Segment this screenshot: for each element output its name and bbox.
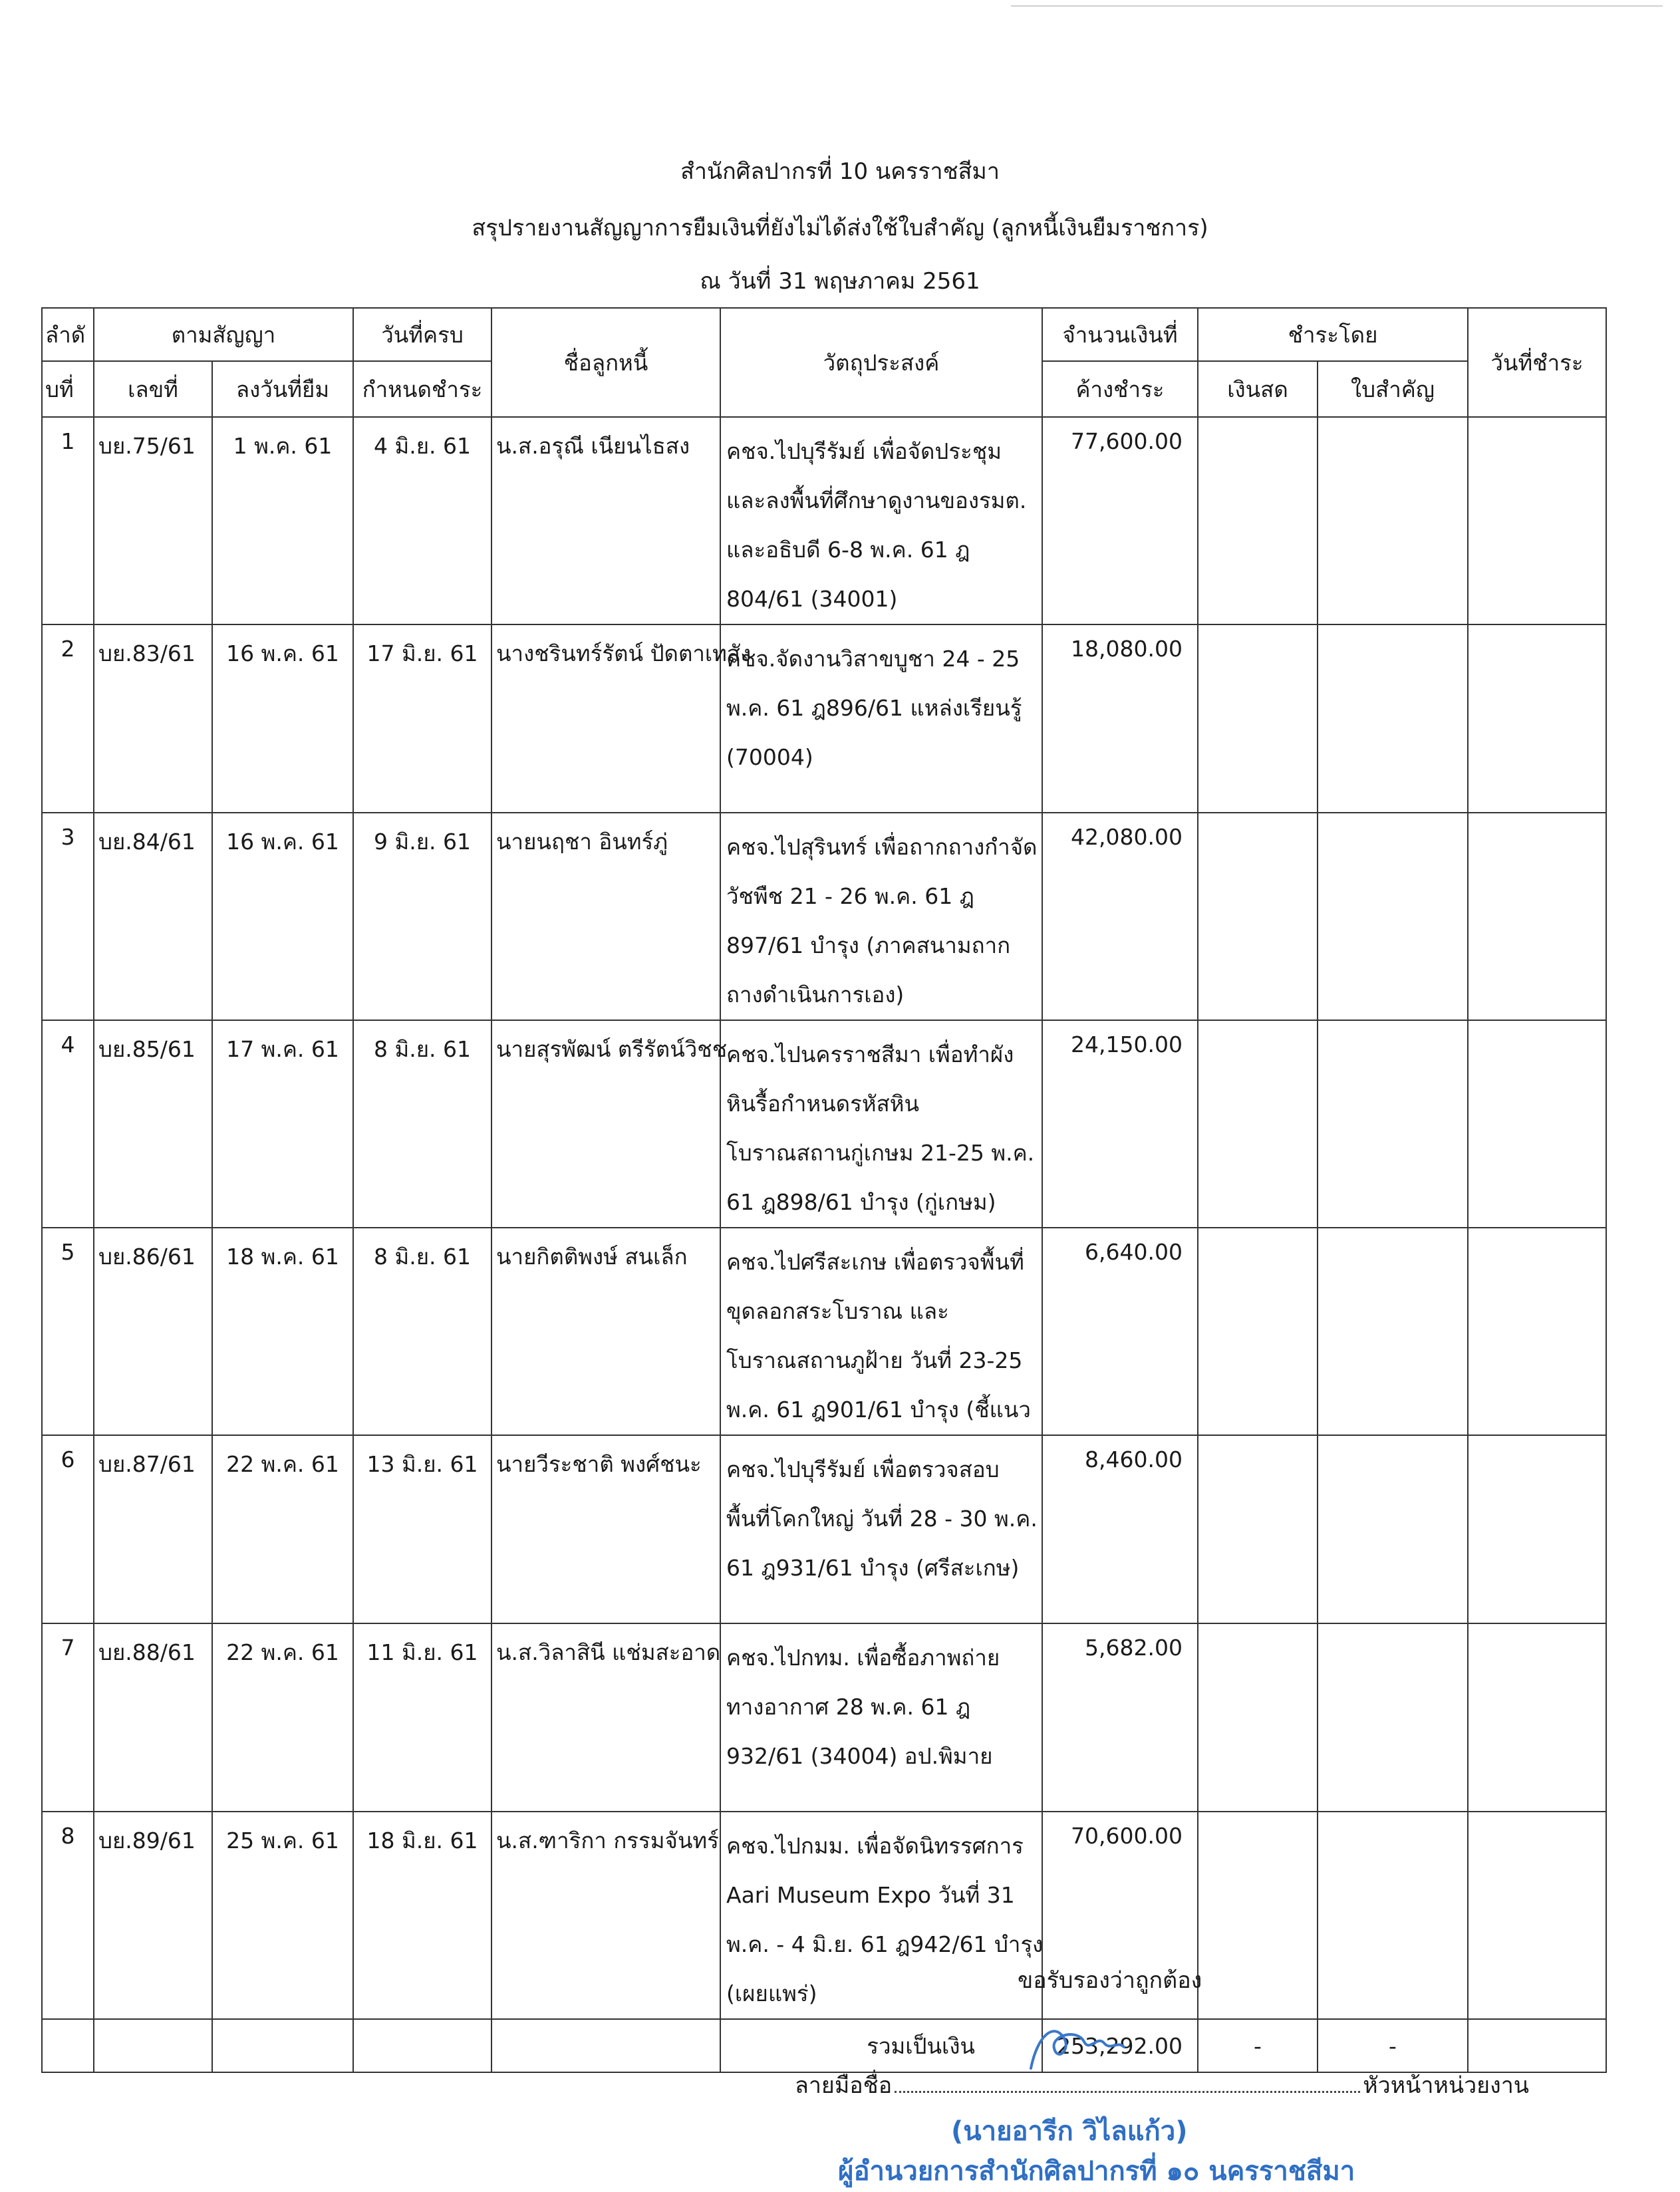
purpose-line: 61 ฎ931/61 บำรุง (ศรีสะเกษ) (726, 1555, 1020, 1581)
row-purpose (720, 1435, 1042, 1623)
purpose-line: คชจ.จัดงานวิสาขบูชา 24 - 25 (726, 646, 1020, 672)
purpose-line: วัชพืช 21 - 26 พ.ค. 61 ฎ (726, 883, 974, 909)
row-debtor: น.ส.ฑาริกา กรรมจันทร์ (491, 1812, 720, 2019)
col-debtor: ชื่อลูกหนี้ (491, 308, 720, 417)
total-receipt: - (1318, 2019, 1468, 2072)
row-cash (1198, 1435, 1318, 1623)
purpose-line: (70004) (726, 744, 813, 770)
row-purpose (720, 1020, 1042, 1228)
row-due-date: 17 มิ.ย. 61 (353, 624, 491, 813)
purpose-line: คชจ.ไปศรีสะเกษ เพื่อตรวจพื้นที่ (726, 1249, 1024, 1275)
col-cash: เงินสด (1198, 361, 1318, 417)
row-no: 3 (42, 813, 94, 1020)
row-purpose (720, 1623, 1042, 1812)
col-no: ลำดั (42, 308, 94, 361)
row-debtor: นายนฤชา อินทร์ภู่ (491, 813, 720, 1020)
col-due-bottom: กำหนดชำระ (353, 361, 491, 417)
row-purpose (720, 813, 1042, 1020)
sign-prefix: ลายมือชื่อ (795, 2072, 893, 2099)
purpose-line: พ.ค. - 4 มิ.ย. 61 ฎ942/61 บำรุง (726, 1931, 1044, 1957)
table-row (42, 417, 1606, 624)
table-row (42, 1812, 1606, 2019)
purpose-line: (เผยแพร่) (726, 1981, 817, 2006)
row-due-date: 8 มิ.ย. 61 (353, 1020, 491, 1228)
report-title: สรุปรายงานสัญญาการยืมเงินที่ยังไม่ได้ส่งใช้ใบสำคัญ (ลูกหนี้เงินยืมราชการ) (472, 215, 1208, 241)
purpose-line: ขุดลอกสระโบราณ และ (726, 1298, 949, 1324)
total-amount: 253,292.00 (1042, 2019, 1198, 2072)
row-no: 4 (42, 1020, 94, 1228)
row-due-date: 11 มิ.ย. 61 (353, 1623, 491, 1812)
total-cash: - (1198, 2019, 1318, 2072)
purpose-line: คชจ.ไปกทม. เพื่อซื้อภาพถ่าย (726, 1645, 1000, 1671)
row-due-date: 13 มิ.ย. 61 (353, 1435, 491, 1623)
row-cash (1198, 1020, 1318, 1228)
col-contract: ตามสัญญา (94, 308, 353, 361)
row-amount: 5,682.00 (1042, 1623, 1198, 1812)
col-amount-top: จำนวนเงินที่ (1042, 308, 1198, 361)
row-paid-date (1468, 1020, 1606, 1228)
purpose-line: หินรื้อกำหนดรหัสหิน (726, 1091, 920, 1117)
row-no: 2 (42, 624, 94, 813)
row-cash (1198, 624, 1318, 813)
col-no-bottom: บที่ (42, 361, 94, 417)
row-no: 5 (42, 1228, 94, 1435)
purpose-line: 897/61 บำรุง (ภาคสนามถาก (726, 932, 1011, 958)
row-contract-no: บย.87/61 (94, 1435, 212, 1623)
row-borrow-date: 25 พ.ค. 61 (212, 1812, 353, 2019)
purpose-line: 61 ฎ898/61 บำรุง (กู่เกษม) (726, 1189, 996, 1215)
col-purpose: วัตถุประสงค์ (720, 308, 1042, 417)
table-row (42, 1435, 1606, 1623)
purpose-line: คชจ.ไปบุรีรัมย์ เพื่อตรวจสอบ (726, 1456, 1000, 1482)
row-borrow-date: 17 พ.ค. 61 (212, 1020, 353, 1228)
row-receipt (1318, 1228, 1468, 1435)
sign-dots (895, 2091, 1360, 2093)
total-label: รวมเป็นเงิน (720, 2019, 1042, 2072)
row-paid-date (1468, 813, 1606, 1020)
row-purpose (720, 1812, 1042, 2019)
row-receipt (1318, 624, 1468, 813)
purpose-line: คชจ.ไปบุรีรัมย์ เพื่อจัดประชุม (726, 438, 1002, 464)
col-amount-bottom: ค้างชำระ (1042, 361, 1198, 417)
purpose-line: โบราณสถานกู่เกษม 21-25 พ.ค. (726, 1140, 1035, 1166)
row-no: 7 (42, 1623, 94, 1812)
row-amount: 6,640.00 (1042, 1228, 1198, 1435)
col-paid-by: ชำระโดย (1198, 308, 1468, 361)
row-purpose (720, 1228, 1042, 1435)
report-date: ณ วันที่ 31 พฤษภาคม 2561 (700, 268, 980, 295)
table-row (42, 1623, 1606, 1812)
row-due-date: 9 มิ.ย. 61 (353, 813, 491, 1020)
row-debtor: นายวีระชาติ พงศ์ชนะ (491, 1435, 720, 1623)
row-no: 8 (42, 1812, 94, 2019)
certify-text: ขอรับรองว่าถูกต้อง (1018, 1967, 1202, 1994)
table-row (42, 813, 1606, 1020)
row-no: 1 (42, 417, 94, 624)
row-borrow-date: 22 พ.ค. 61 (212, 1623, 353, 1812)
signature-line (795, 2067, 1529, 2103)
row-contract-no: บย.84/61 (94, 813, 212, 1020)
row-debtor: นายสุรพัฒน์ ตรีรัตน์วิชช (491, 1020, 720, 1228)
row-debtor: นายกิตติพงษ์ สนเล็ก (491, 1228, 720, 1435)
row-receipt (1318, 1812, 1468, 2019)
table-row (42, 1228, 1606, 1435)
row-receipt (1318, 1435, 1468, 1623)
row-paid-date (1468, 1435, 1606, 1623)
row-paid-date (1468, 1228, 1606, 1435)
purpose-line: ถางดำเนินการเอง) (726, 982, 905, 1008)
row-contract-no: บย.89/61 (94, 1812, 212, 2019)
col-paid-date: วันที่ชำระ (1468, 308, 1606, 417)
row-cash (1198, 1228, 1318, 1435)
row-contract-no: บย.75/61 (94, 417, 212, 624)
col-contract-no: เลขที่ (94, 361, 212, 417)
purpose-line: โบราณสถานภูฝ้าย วันที่ 23-25 (726, 1347, 1023, 1373)
row-purpose (720, 624, 1042, 813)
row-contract-no: บย.88/61 (94, 1623, 212, 1812)
signer-position: ผู้อำนวยการสำนักศิลปากรที่ ๑๐ นครราชสีมา (838, 2156, 1355, 2187)
sign-suffix: หัวหน้าหน่วยงาน (1363, 2072, 1530, 2099)
row-contract-no: บย.85/61 (94, 1020, 212, 1228)
col-borrow-date: ลงวันที่ยืม (212, 361, 353, 417)
purpose-line: 932/61 (34004) อป.พิมาย (726, 1743, 993, 1769)
signer-name: (นายอารีก วิไลแก้ว) (951, 2116, 1188, 2147)
row-contract-no: บย.83/61 (94, 624, 212, 813)
row-paid-date (1468, 1623, 1606, 1812)
row-due-date: 8 มิ.ย. 61 (353, 1228, 491, 1435)
row-paid-date (1468, 624, 1606, 813)
row-cash (1198, 1812, 1318, 2019)
row-amount: 18,080.00 (1042, 624, 1198, 813)
row-purpose (720, 417, 1042, 624)
row-borrow-date: 22 พ.ค. 61 (212, 1435, 353, 1623)
table-row (42, 624, 1606, 813)
row-contract-no: บย.86/61 (94, 1228, 212, 1435)
row-cash (1198, 1623, 1318, 1812)
row-receipt (1318, 417, 1468, 624)
total-row (42, 2019, 1606, 2072)
purpose-line: และอธิบดี 6-8 พ.ค. 61 ฎ (726, 537, 970, 563)
row-receipt (1318, 1623, 1468, 1812)
col-due-top: วันที่ครบ (353, 308, 491, 361)
purpose-line: Aari Museum Expo วันที่ 31 (726, 1882, 1015, 1908)
row-debtor: นางชรินทร์รัตน์ ปัดตาเทสัง (491, 624, 720, 813)
purpose-line: คชจ.ไปนครราชสีมา เพื่อทำผัง (726, 1041, 1014, 1067)
purpose-line: พ.ค. 61 ฎ896/61 แหล่งเรียนรู้ (726, 695, 1022, 721)
row-amount: 24,150.00 (1042, 1020, 1198, 1228)
row-due-date: 18 มิ.ย. 61 (353, 1812, 491, 2019)
debtor-table (41, 307, 1607, 2073)
row-due-date: 4 มิ.ย. 61 (353, 417, 491, 624)
row-debtor: น.ส.วิลาสินี แช่มสะอาด (491, 1623, 720, 1812)
purpose-line: 804/61 (34001) (726, 586, 898, 612)
purpose-line: พ.ค. 61 ฎ901/61 บำรุง (ชี้แนว (726, 1397, 1031, 1423)
row-borrow-date: 18 พ.ค. 61 (212, 1228, 353, 1435)
row-receipt (1318, 1020, 1468, 1228)
row-amount: 77,600.00 (1042, 417, 1198, 624)
top-edge-line (1011, 5, 1663, 7)
row-cash (1198, 417, 1318, 624)
row-paid-date (1468, 1812, 1606, 2019)
row-cash (1198, 813, 1318, 1020)
row-amount: 42,080.00 (1042, 813, 1198, 1020)
row-amount: 70,600.00 (1042, 1812, 1198, 2019)
row-debtor: น.ส.อรุณี เนียนไธสง (491, 417, 720, 624)
table-row (42, 1020, 1606, 1228)
purpose-line: ทางอากาศ 28 พ.ค. 61 ฎ (726, 1694, 971, 1720)
row-paid-date (1468, 417, 1606, 624)
purpose-line: คชจ.ไปสุรินทร์ เพื่อถากถางกำจัด (726, 834, 1038, 860)
row-borrow-date: 1 พ.ค. 61 (212, 417, 353, 624)
purpose-line: พื้นที่โคกใหญ่ วันที่ 28 - 30 พ.ค. (726, 1506, 1038, 1532)
row-receipt (1318, 813, 1468, 1020)
row-amount: 8,460.00 (1042, 1435, 1198, 1623)
row-borrow-date: 16 พ.ค. 61 (212, 624, 353, 813)
row-borrow-date: 16 พ.ค. 61 (212, 813, 353, 1020)
purpose-line: และลงพื้นที่ศึกษาดูงานของรมต. (726, 487, 1027, 513)
col-receipt: ใบสำคัญ (1318, 361, 1468, 417)
row-no: 6 (42, 1435, 94, 1623)
purpose-line: คชจ.ไปกมม. เพื่อจัดนิทรรศการ (726, 1833, 1024, 1859)
org-title: สำนักศิลปากรที่ 10 นครราชสีมา (680, 158, 1000, 185)
